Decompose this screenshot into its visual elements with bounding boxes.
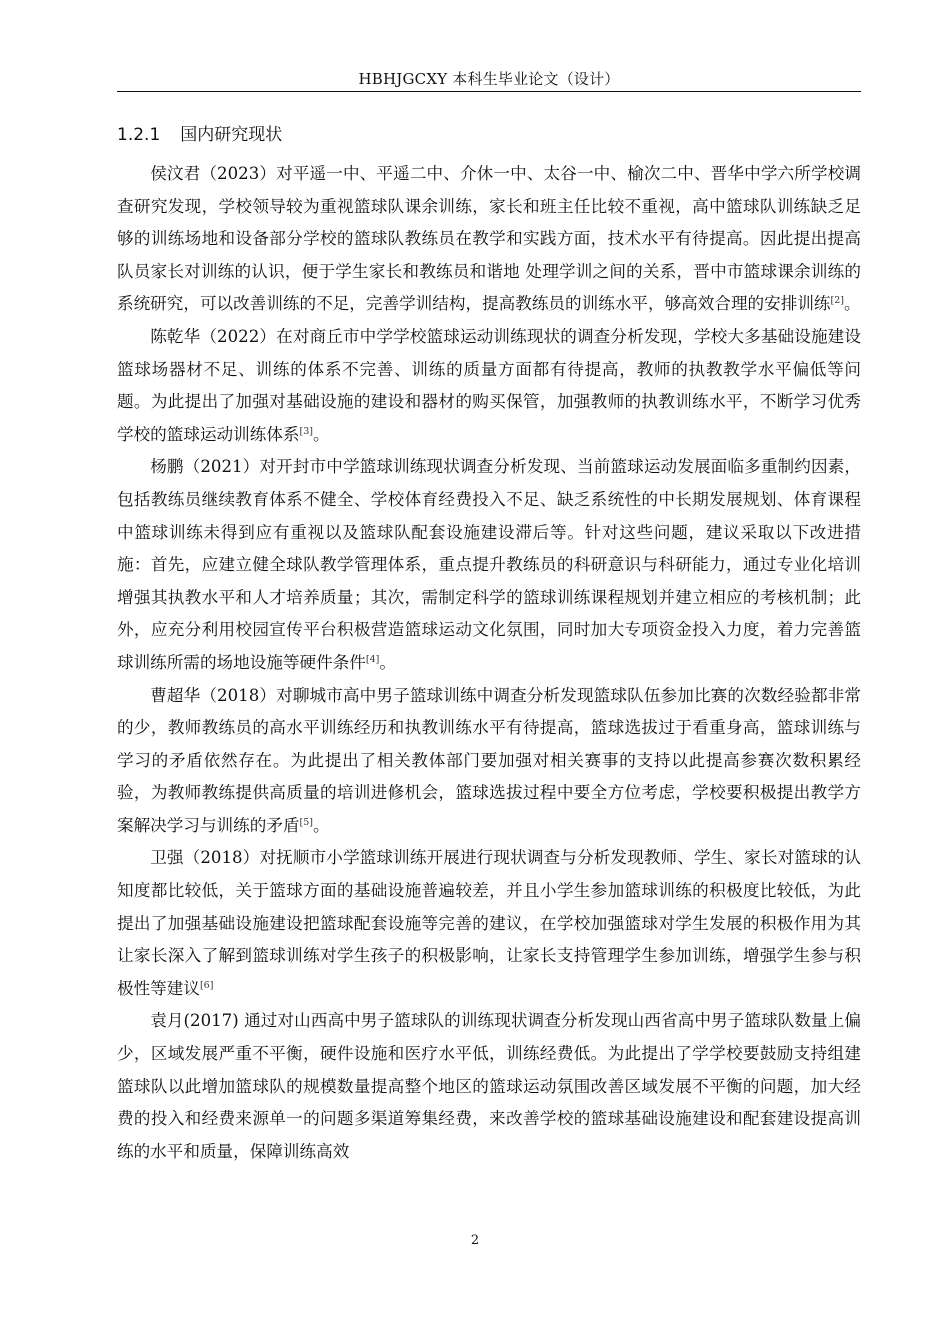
paragraph-text: 袁月(2017) 通过对山西高中男子篮球队的训练现状调查分析发现山西省高中男子篮球队数量上偏少，区域发展严重不平衡，硬件设施和医疗水平低，训练经费低。为此提出了学学校要鼓励支持组建篮球队以此增加篮球队的规模数量提高整个地区的篮球运动氛围改善区域发展不平衡的问题，加大经费的投入和经费来源单一的问题多渠道筹集经费，来改善学校的篮球基础设施建设和配套建设提高训练的水平和质量，保障训练高效 — [117, 1011, 861, 1161]
citation-ref: [4] — [365, 653, 380, 665]
paragraph-tail: 。 — [379, 652, 396, 672]
citation-ref: [5] — [299, 816, 313, 828]
header-rule — [117, 91, 861, 92]
paragraph-text: 侯汶君（2023）对平遥一中、平遥二中、介休一中、太谷一中、榆次二中、晋华中学六所学校调查研究发现，学校领导较为重视篮球队课余训练，家长和班主任比较不重视，高中篮球队训练缺乏足够的训练场地和设备部分学校的篮球队教练员在教学和实践方面，技术水平有待提高。因此提出提高队员家长对训练的认识，便于学生家长和教练员和谐地 处理学训之间的关系，晋中市篮球课余训练的系统研究，可以改善训练的不足，完善学训结构，提高教练员的训练水平，够高效合理的安排训练 — [117, 164, 861, 314]
paragraph — [117, 158, 861, 321]
paragraph — [117, 451, 861, 679]
citation-ref: [2] — [830, 295, 844, 307]
paragraph — [117, 1005, 861, 1168]
paragraph-text: 曹超华（2018）对聊城市高中男子篮球训练中调查分析发现篮球队伍参加比赛的次数经验都非常的少，教师教练员的高水平训练经历和执教训练水平有待提高，篮球选拔过于看重身高，篮球训练与学习的矛盾依然存在。为此提出了相关教体部门要加强对相关赛事的支持以此提高参赛次数积累经验，为教师教练提供高质量的培训进修机会，篮球选拔过程中要全方位考虑，学校要积极提出教学方案解决学习与训练的矛盾 — [117, 685, 861, 835]
paragraph — [117, 321, 861, 451]
paragraph-tail: 。 — [313, 424, 330, 444]
section-title: 国内研究现状 — [180, 125, 283, 145]
section-heading — [117, 120, 282, 145]
paragraph-text: 杨鹏（2021）对开封市中学篮球训练现状调查分析发现、当前篮球运动发展面临多重制约因素，包括教练员继续教育体系不健全、学校体育经费投入不足、缺乏系统性的中长期发展规划、体育课程中篮球训练未得到应有重视以及篮球队配套设施建设滞后等。针对这些问题，建议采取以下改进措施：首先，应建立健全球队教学管理体系，重点提升教练员的科研意识与科研能力，通过专业化培训增强其执教水平和人才培养质量；其次，需制定科学的篮球训练课程规划并建立相应的考核机制；此外，应充分利用校园宣传平台积极营造篮球运动文化氛围，同时加大专项资金投入力度，着力完善篮球训练所需的场地设施等硬件条件 — [117, 457, 861, 672]
section-number: 1.2.1 — [117, 125, 161, 145]
paragraph — [117, 842, 861, 1005]
paragraph-text: 卫强（2018）对抚顺市小学篮球训练开展进行现状调查与分析发现教师、学生、家长对篮球的认知度都比较低，关于篮球方面的基础设施普遍较差，并且小学生参加篮球训练的积极度比较低，为此提出了加强基础设施建设把篮球配套设施等完善的建议，在学校加强篮球对学生发展的积极作用为其让家长深入了解到篮球训练对学生孩子的积极影响，让家长支持管理学生参加训练，增强学生参与积极性等建议 — [117, 848, 861, 998]
running-header: HBHJGCXY 本科生毕业论文（设计） — [358, 70, 620, 88]
page-number: 2 — [470, 1233, 480, 1248]
paragraph-text: 陈乾华（2022）在对商丘市中学学校篮球运动训练现状的调查分析发现，学校大多基础设施建设篮球场器材不足、训练的体系不完善、训练的质量方面都有待提高，教师的执教教学水平偏低等问题。为此提出了加强对基础设施的建设和器材的购买保管，加强教师的执教训练水平，不断学习优秀学校的篮球运动训练体系 — [117, 326, 861, 444]
citation-ref: [3] — [299, 425, 313, 437]
paragraph-tail: 。 — [313, 815, 330, 835]
paragraph — [117, 680, 861, 843]
paragraph-tail: 。 — [844, 294, 861, 314]
body-text — [117, 158, 861, 1168]
citation-ref: [6] — [199, 979, 214, 991]
